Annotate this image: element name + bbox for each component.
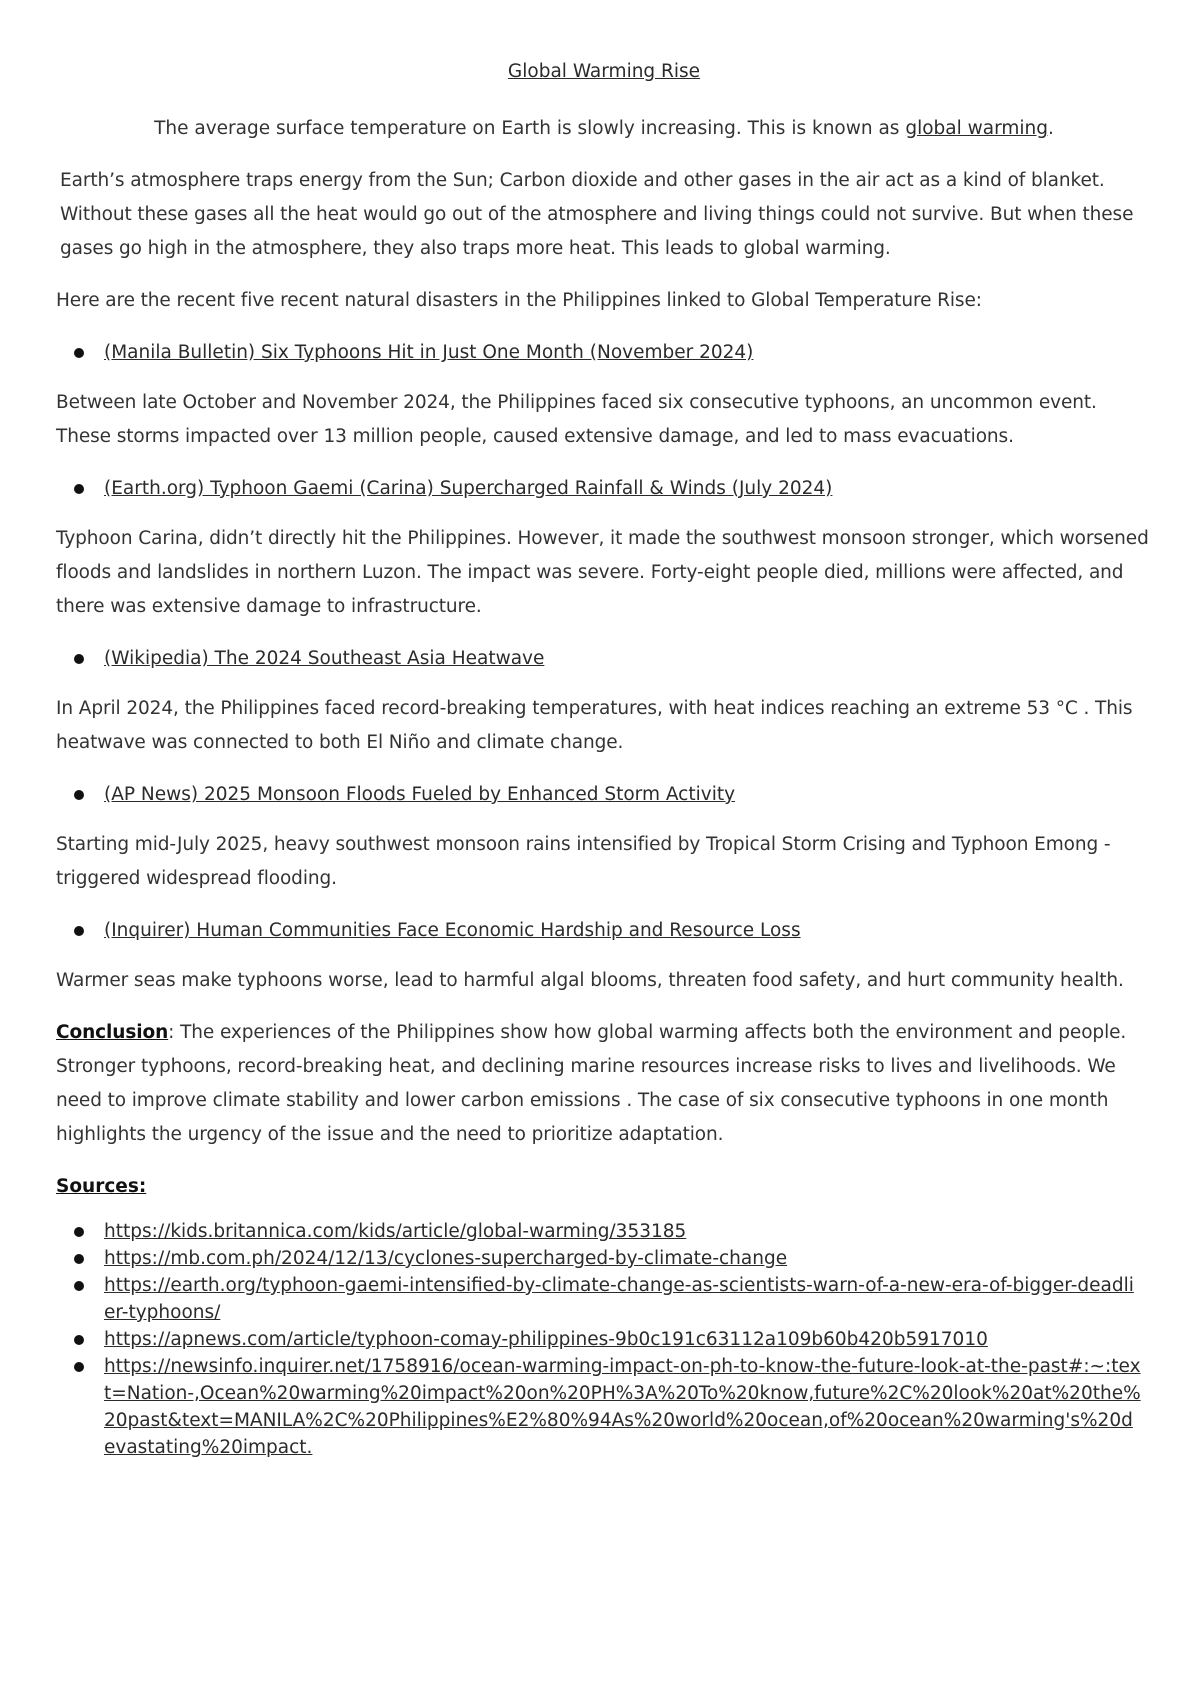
bullet-icon [74, 654, 84, 664]
list-item [74, 336, 1152, 370]
list-item [74, 1218, 1152, 1245]
bullet-icon [74, 1335, 84, 1345]
sources-heading: Sources: [56, 1176, 147, 1197]
bullet-icon [74, 484, 84, 494]
list-item [74, 1353, 1152, 1461]
disasters-intro-paragraph: Here are the recent five recent natural disasters in the Philippines linked to Global Temperature Rise: [56, 290, 982, 311]
disaster-description: Starting mid-July 2025, heavy southwest monsoon rains intensified by Tropical Storm Crising and Typhoon Emong -triggered widespread flooding. [56, 834, 1111, 889]
bullet-icon [74, 348, 84, 358]
source-link[interactable]: https://earth.org/typhoon-gaemi-intensified-by-climate-change-as-scientists-warn-of-a-new-era-of-bigger-deadlier-typhoons/ [104, 1275, 1134, 1323]
disaster-list [56, 642, 1152, 676]
intro-paragraph [56, 112, 1152, 146]
bullet-icon [74, 926, 84, 936]
conclusion-paragraph [56, 1016, 1152, 1152]
list-item [74, 472, 1152, 506]
bullet-icon [74, 790, 84, 800]
list-item [74, 914, 1152, 948]
global-warming-link[interactable]: global warming [905, 118, 1049, 139]
disaster-list [56, 778, 1152, 812]
disaster-heading-link[interactable]: (AP News) 2025 Monsoon Floods Fueled by Enhanced Storm Activity [104, 784, 736, 805]
list-item [74, 778, 1152, 812]
intro-suffix: . [1048, 118, 1054, 139]
disaster-description: Between late October and November 2024, the Philippines faced six consecutive typhoons, an uncommon event. These storms impacted over 13 million people, caused extensive damage, and led to mass evacuations. [56, 392, 1097, 447]
document-title: Global Warming Rise [507, 61, 701, 82]
source-link[interactable]: https://newsinfo.inquirer.net/1758916/ocean-warming-impact-on-ph-to-know-the-future-look-at-the-past#:~:text=Nation-,Ocean%20warming%20impact%20on%20PH%3A%20To%20know,future%2C%20look%20at%20the%20past&text=MANILA%2C%20Philippines%E2%80%94As%20world%20ocean,of%20ocean%20warming's%20devastating%20impact. [104, 1356, 1141, 1458]
conclusion-text: : The experiences of the Philippines show how global warming affects both the environment and people. Stronger typhoons, record-breaking heat, and declining marine resources increase risks to lives and livelihoods. We need to improve climate stability and lower carbon emissions . The case of six consecutive typhoons in one month highlights the urgency of the issue and the need to prioritize adaptation. [56, 1022, 1127, 1145]
disaster-heading-link[interactable]: (Wikipedia) The 2024 Southeast Asia Heatwave [104, 648, 545, 669]
disaster-heading-link[interactable]: (Earth.org) Typhoon Gaemi (Carina) Supercharged Rainfall & Winds (July 2024) [104, 478, 833, 499]
list-item [74, 1326, 1152, 1353]
disaster-list [56, 914, 1152, 948]
bullet-icon [74, 1281, 84, 1291]
list-item [74, 1245, 1152, 1272]
disaster-description: Typhoon Carina, didn’t directly hit the Philippines. However, it made the southwest monsoon stronger, which worsened floods and landslides in northern Luzon. The impact was severe. Forty-eight people died, millions were affected, and there was extensive damage to infrastructure. [56, 528, 1149, 617]
conclusion-label: Conclusion [56, 1022, 169, 1043]
atmosphere-paragraph: Earth’s atmosphere traps energy from the Sun; Carbon dioxide and other gases in the air act as a kind of blanket. Without these gases all the heat would go out of the atmosphere and living things could not survive. But when these gases go high in the atmosphere, they also traps more heat. This leads to global warming. [60, 170, 1134, 259]
disaster-description: In April 2024, the Philippines faced record-breaking temperatures, with heat indices reaching an extreme 53 °C . This heatwave was connected to both El Niño and climate change. [56, 698, 1133, 753]
disaster-list [56, 336, 1152, 370]
source-link[interactable]: https://mb.com.ph/2024/12/13/cyclones-supercharged-by-climate-change [104, 1248, 788, 1269]
source-link[interactable]: https://kids.britannica.com/kids/article/global-warming/353185 [104, 1221, 687, 1242]
disaster-heading-link[interactable]: (Manila Bulletin) Six Typhoons Hit in Just One Month (November 2024) [104, 342, 754, 363]
disaster-heading-link[interactable]: (Inquirer) Human Communities Face Economic Hardship and Resource Loss [104, 920, 801, 941]
disaster-description: Warmer seas make typhoons worse, lead to harmful algal blooms, threaten food safety, and hurt community health. [56, 970, 1124, 991]
source-link[interactable]: https://apnews.com/article/typhoon-comay-philippines-9b0c191c63112a109b60b420b5917010 [104, 1329, 988, 1350]
intro-text: The average surface temperature on Earth is slowly increasing. This is known as [154, 118, 906, 139]
bullet-icon [74, 1227, 84, 1237]
bullet-icon [74, 1362, 84, 1372]
disaster-list [56, 472, 1152, 506]
sources-list [56, 1218, 1152, 1461]
bullet-icon [74, 1254, 84, 1264]
list-item [74, 1272, 1152, 1326]
list-item [74, 642, 1152, 676]
